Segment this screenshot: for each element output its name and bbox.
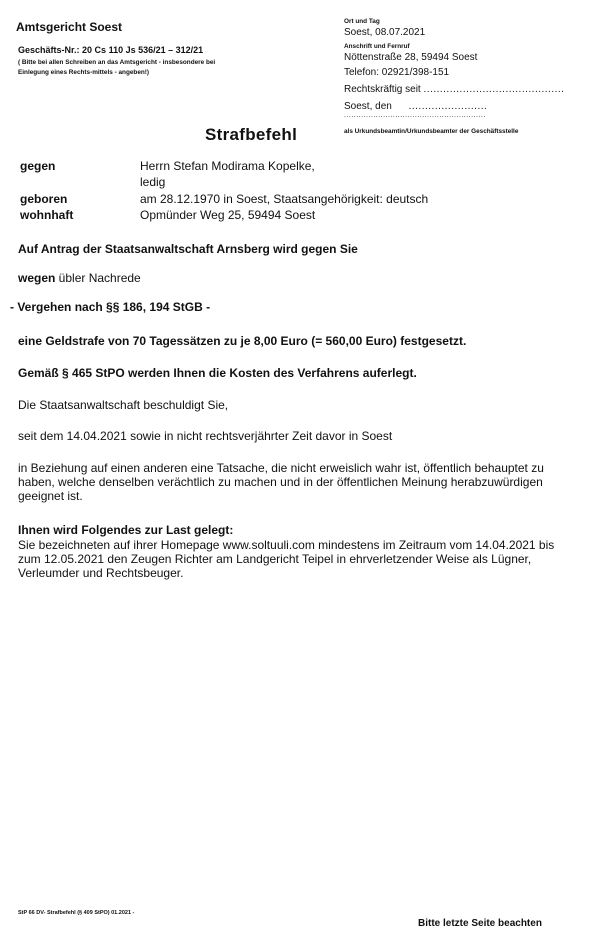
- file-number-note: ( Bitte bei allen Schreiben an das Amtsgericht - insbesondere bei Einlegung eines Rechts-mittels - angeben!): [18, 59, 216, 76]
- offense-paragraphs: [10, 300, 210, 314]
- clerk-note: als Urkundsbeamtin/Urkundsbeamter der Geschäftsstelle: [344, 128, 519, 135]
- application-line: Auf Antrag der Staatsanwaltschaft Arnsberg wird gegen Sie: [18, 242, 358, 256]
- court-phone: Telefon: 02921/398-151: [344, 67, 450, 78]
- costs-line: Gemäß § 465 StPO werden Ihnen die Kosten des Verfahrens auferlegt.: [18, 366, 417, 380]
- document-title: Strafbefehl: [205, 125, 298, 144]
- accusation-line: Die Staatsanwaltschaft beschuldigt Sie,: [18, 398, 229, 412]
- court-name: Amtsgericht Soest: [16, 20, 123, 34]
- defendant-residence: Opmünder Weg 25, 59494 Soest: [140, 208, 316, 222]
- legal-description: in Beziehung auf einen anderen eine Tatsache, die nicht erweislich wahr ist, öffentlich behauptet zu haben, welche denselben verächtlich zu machen und in der öffentlichen Meinung herabzuwürdigen geeignet ist.: [18, 461, 544, 503]
- court-address: Nöttenstraße 28, 59494 Soest: [344, 52, 478, 63]
- offense-text: - Vergehen nach §§ 186, 194 StGB -: [10, 300, 211, 314]
- because-word: wegen: [18, 271, 56, 285]
- charges-heading: Ihnen wird Folgendes zur Last gelegt:: [18, 523, 234, 537]
- against-label: gegen: [20, 159, 56, 173]
- defendant-birth: am 28.12.1970 in Soest, Staatsangehörigkeit: deutsch: [140, 192, 429, 206]
- legally-binding-label: Rechtskräftig seit: [344, 84, 421, 95]
- residence-label: wohnhaft: [20, 208, 74, 222]
- since-line: seit dem 14.04.2021 sowie in nicht rechtsverjährter Zeit davor in Soest: [18, 429, 393, 443]
- clerk-signature-line: ..........................................................: [344, 112, 486, 119]
- last-page-note: Bitte letzte Seite beachten: [418, 918, 542, 929]
- soest-date-label: Soest, den: [344, 101, 392, 112]
- address-label: Anschrift und Fernruf: [344, 43, 410, 50]
- place-date-label: Ort und Tag: [344, 18, 380, 25]
- form-reference: StP 66 DV- Strafbefehl (§ 409 StPO) 01.2021 -: [18, 910, 135, 916]
- file-number: [18, 45, 203, 55]
- legally-binding-since: [344, 84, 564, 95]
- soest-date-dots: ........................: [408, 101, 488, 112]
- because-offense: übler Nachrede: [55, 271, 141, 285]
- fine-line: eine Geldstrafe von 70 Tagessätzen zu je 8,00 Euro (= 560,00 Euro) festgesetzt.: [18, 334, 467, 348]
- because-line: [18, 271, 141, 285]
- defendant-status: ledig: [140, 175, 166, 189]
- file-number-label: Geschäfts-Nr.:: [18, 45, 80, 55]
- soest-date-line: [344, 101, 487, 112]
- place-date: Soest, 08.07.2021: [344, 27, 426, 38]
- file-number-value: 20 Cs 110 Js 536/21 – 312/21: [82, 45, 204, 55]
- born-label: geboren: [20, 192, 68, 206]
- defendant-name: Herrn Stefan Modirama Kopelke,: [140, 159, 315, 173]
- legally-binding-dots: ...........................................: [423, 84, 565, 95]
- charges-text: Sie bezeichneten auf ihrer Homepage www.soltuuli.com mindestens im Zeitraum vom 14.04.2021 bis zum 12.05.2021 den Zeugen Richter am Landgericht Teipel in ehrverletzender Weise als Lügner, Verleumder und Rechtsbeuger.: [18, 538, 555, 580]
